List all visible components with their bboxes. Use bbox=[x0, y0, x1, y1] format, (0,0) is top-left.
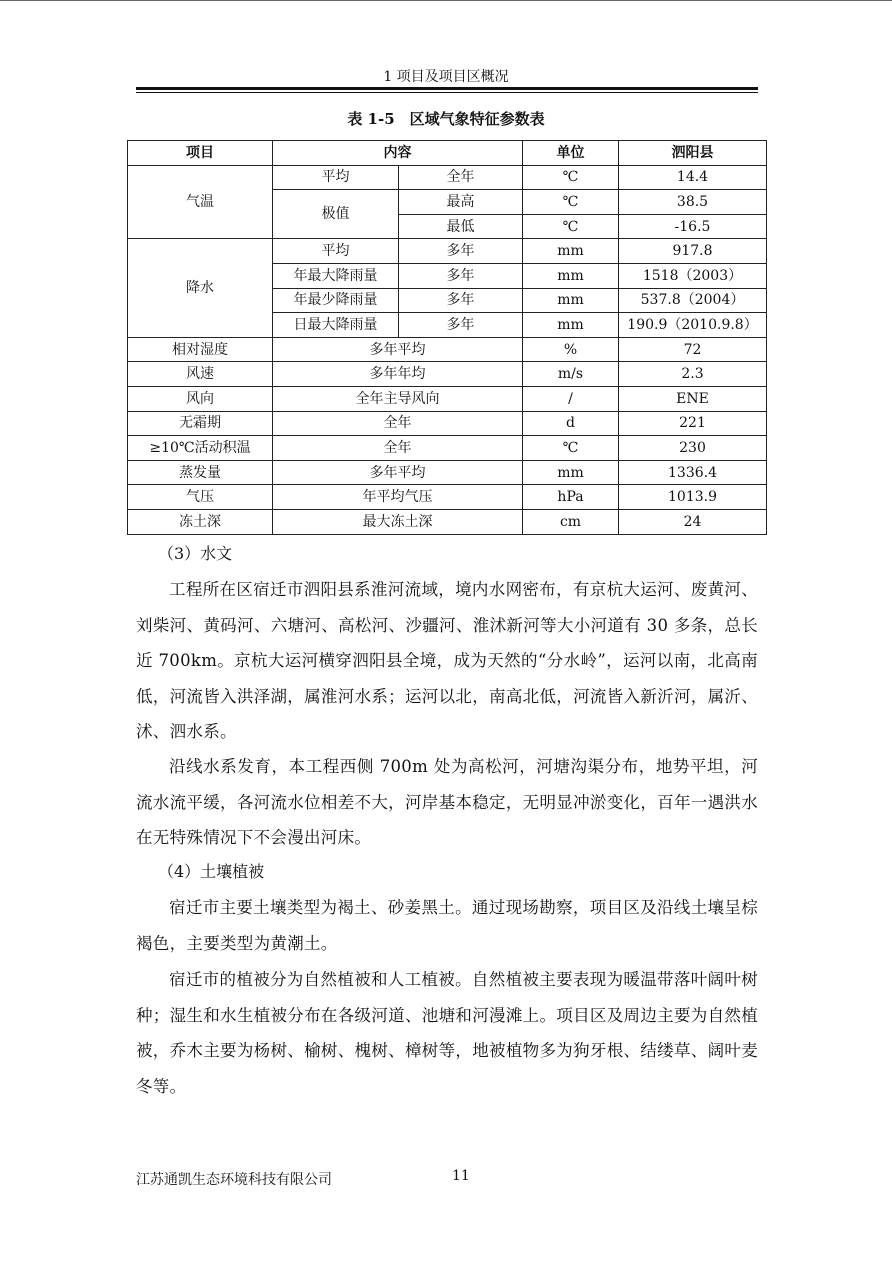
cell-unit: mm bbox=[523, 288, 619, 313]
table-row bbox=[128, 485, 767, 510]
table-header-row bbox=[128, 141, 767, 166]
cell-unit: ℃ bbox=[523, 165, 619, 190]
header-item: 项目 bbox=[128, 141, 273, 166]
cell-value: 537.8（2004） bbox=[619, 288, 767, 313]
soil-paragraph-2: 宿迁市的植被分为自然植被和人工植被。自然植被主要表现为暖温带落叶阔叶树种；湿生和水生植被分布在各级河道、池塘和河漫滩上。项目区及周边主要为自然植被，乔木主要为杨树、榆树、槐树、樟树等，地被植物多为狗牙根、结缕草、阔叶麦冬等。 bbox=[136, 970, 758, 1096]
cell-content: 多年年均 bbox=[273, 362, 523, 387]
cell-sub1: 日最大降雨量 bbox=[273, 313, 399, 338]
table-row bbox=[128, 386, 767, 411]
cell-content: 多年平均 bbox=[273, 460, 523, 485]
cell-sub1: 年最少降雨量 bbox=[273, 288, 399, 313]
cell-unit: % bbox=[523, 337, 619, 362]
cell-unit: / bbox=[523, 386, 619, 411]
cell-sub1: 年最大降雨量 bbox=[273, 263, 399, 288]
cell-value: 14.4 bbox=[619, 165, 767, 190]
cell-value: -16.5 bbox=[619, 214, 767, 239]
table-row bbox=[128, 509, 767, 534]
cell-value: 1336.4 bbox=[619, 460, 767, 485]
cell-item: 降水 bbox=[128, 239, 273, 337]
cell-item: 风向 bbox=[128, 386, 273, 411]
table-row bbox=[128, 239, 767, 264]
cell-value: 190.9（2010.9.8） bbox=[619, 313, 767, 338]
table-row bbox=[128, 337, 767, 362]
cell-value: 1013.9 bbox=[619, 485, 767, 510]
running-header: 1 项目及项目区概况 bbox=[383, 69, 509, 85]
cell-unit: ℃ bbox=[523, 190, 619, 215]
cell-item: 相对湿度 bbox=[128, 337, 273, 362]
page-top-edge bbox=[0, 0, 892, 1]
cell-content: 最大冻土深 bbox=[273, 509, 523, 534]
table-row bbox=[128, 362, 767, 387]
table-row bbox=[128, 436, 767, 461]
cell-sub2: 全年 bbox=[399, 165, 523, 190]
cell-sub2: 最低 bbox=[399, 214, 523, 239]
cell-value: 917.8 bbox=[619, 239, 767, 264]
cell-sub1: 极值 bbox=[273, 190, 399, 239]
page-number: 11 bbox=[452, 1168, 470, 1184]
cell-unit: m/s bbox=[523, 362, 619, 387]
cell-value: 221 bbox=[619, 411, 767, 436]
cell-sub1: 平均 bbox=[273, 165, 399, 190]
cell-item: 风速 bbox=[128, 362, 273, 387]
table-caption: 表 1-5 区域气象特征参数表 bbox=[347, 110, 545, 128]
cell-content: 全年 bbox=[273, 436, 523, 461]
header-rule-thick bbox=[136, 87, 758, 90]
meteorology-table bbox=[127, 140, 767, 535]
cell-unit: mm bbox=[523, 313, 619, 338]
cell-content: 全年主导风向 bbox=[273, 386, 523, 411]
soil-heading: （4）土壤植被 bbox=[158, 862, 265, 881]
header-unit: 单位 bbox=[523, 141, 619, 166]
cell-unit: hPa bbox=[523, 485, 619, 510]
cell-value: ENE bbox=[619, 386, 767, 411]
cell-value: 24 bbox=[619, 509, 767, 534]
cell-value: 2.3 bbox=[619, 362, 767, 387]
cell-content: 年平均气压 bbox=[273, 485, 523, 510]
hydrology-heading: （3）水文 bbox=[158, 544, 233, 563]
cell-unit: d bbox=[523, 411, 619, 436]
cell-value: 38.5 bbox=[619, 190, 767, 215]
cell-sub2: 多年 bbox=[399, 239, 523, 264]
hydrology-paragraph-2: 沿线水系发育，本工程西侧 700m 处为高松河，河塘沟渠分布，地势平坦，河流水流平缓，各河流水位相差不大，河岸基本稳定，无明显冲淤变化，百年一遇洪水在无特殊情况下不会漫出河床。 bbox=[136, 757, 758, 847]
header-rule-thin bbox=[136, 92, 758, 93]
footer-company: 江苏通凯生态环境科技有限公司 bbox=[136, 1172, 332, 1188]
soil-paragraph-1: 宿迁市主要土壤类型为褐土、砂姜黑土。通过现场勘察，项目区及沿线土壤呈棕褐色，主要类型为黄潮土。 bbox=[136, 898, 758, 953]
cell-value: 1518（2003） bbox=[619, 263, 767, 288]
cell-item: ≥10℃活动积温 bbox=[128, 436, 273, 461]
cell-item: 冻土深 bbox=[128, 509, 273, 534]
cell-sub2: 多年 bbox=[399, 263, 523, 288]
hydrology-paragraph-1: 工程所在区宿迁市泗阳县系淮河流域，境内水网密布，有京杭大运河、废黄河、刘柴河、黄码河、六塘河、高松河、沙疆河、淮沭新河等大小河道有 30 多条，总长近 700km。京杭大运河横穿泗阳县全境，成为天然的“分水岭”，运河以南，北高南低，河流皆入洪泽湖，属淮河水系；运河以北，南高北低，河流皆入新沂河，属沂、沭、泗水系。 bbox=[136, 580, 758, 741]
cell-sub2: 多年 bbox=[399, 288, 523, 313]
cell-sub1: 平均 bbox=[273, 239, 399, 264]
table-row bbox=[128, 460, 767, 485]
cell-item: 气温 bbox=[128, 165, 273, 239]
cell-content: 全年 bbox=[273, 411, 523, 436]
table-row bbox=[128, 165, 767, 190]
header-value: 泗阳县 bbox=[619, 141, 767, 166]
cell-unit: mm bbox=[523, 263, 619, 288]
cell-item: 气压 bbox=[128, 485, 273, 510]
cell-unit: ℃ bbox=[523, 436, 619, 461]
cell-content: 多年平均 bbox=[273, 337, 523, 362]
cell-unit: cm bbox=[523, 509, 619, 534]
cell-value: 72 bbox=[619, 337, 767, 362]
cell-sub2: 多年 bbox=[399, 313, 523, 338]
header-content: 内容 bbox=[273, 141, 523, 166]
cell-unit: mm bbox=[523, 239, 619, 264]
cell-value: 230 bbox=[619, 436, 767, 461]
cell-item: 蒸发量 bbox=[128, 460, 273, 485]
cell-item: 无霜期 bbox=[128, 411, 273, 436]
cell-sub2: 最高 bbox=[399, 190, 523, 215]
cell-unit: ℃ bbox=[523, 214, 619, 239]
cell-unit: mm bbox=[523, 460, 619, 485]
table-row bbox=[128, 411, 767, 436]
